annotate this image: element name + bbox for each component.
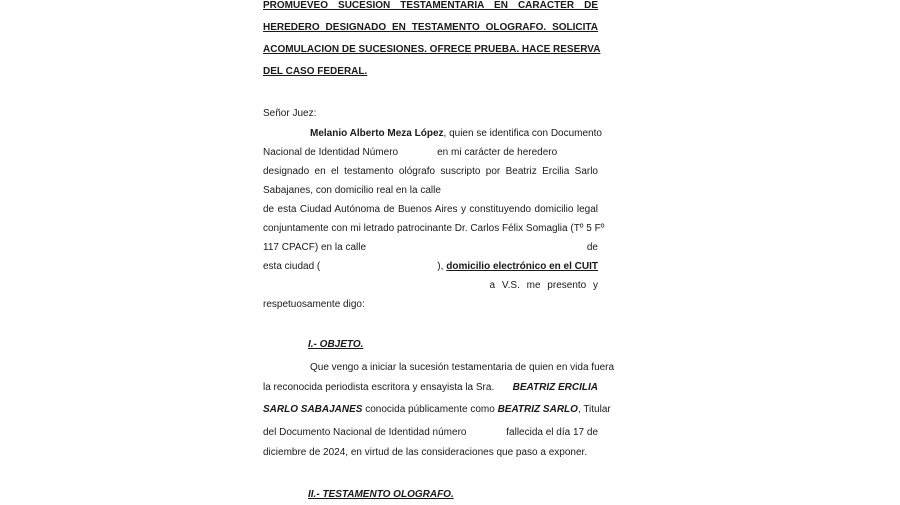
intro-line-8b: ),	[437, 261, 444, 272]
electronic-domicile: domicilio electrónico en el CUIT	[446, 261, 598, 272]
intro-line-9: a V.S. me presento y	[489, 280, 598, 291]
intro-line-10: respetuosamente digo:	[263, 299, 365, 310]
intro-line-2a: Nacional de Identidad Número	[263, 147, 399, 158]
public-name: BEATRIZ SARLO	[497, 404, 578, 415]
intro-line-2b: en mi carácter de heredero	[437, 147, 558, 158]
intro-line-1-rest: , quien se identifica con Documento	[443, 128, 602, 139]
intro-line-4: Sabajanes, con domicilio real en la calle	[263, 185, 441, 196]
section-1-line-4b: fallecida el día 17 de	[506, 427, 598, 438]
section-2-heading: II.- TESTAMENTO OLOGRAFO.	[308, 489, 454, 500]
intro-line-5: de esta Ciudad Autónoma de Buenos Aires y constituyendo domicilio legal	[263, 204, 598, 215]
section-1-line-1: Que vengo a iniciar la sucesión testamentaria de quien en vida fuera	[310, 362, 615, 373]
section-1-line-4	[263, 427, 598, 439]
section-1-line-3	[263, 404, 611, 416]
deceased-name-part-1: BEATRIZ ERCILIA	[512, 382, 598, 393]
intro-line-8a: esta ciudad (	[263, 261, 321, 272]
section-1-line-5: diciembre de 2024, en virtud de las consideraciones que paso a exponer.	[263, 447, 588, 458]
title-line-2: HEREDERO DESIGNADO EN TESTAMENTO OLOGRAFO. SOLICITA	[263, 22, 598, 33]
intro-line-6: conjuntamente con mi letrado patrocinante Dr. Carlos Félix Somaglia (Tº 5 Fº	[263, 223, 605, 234]
section-1-line-3b: conocida públicamente como	[365, 404, 495, 415]
intro-line-7	[263, 242, 598, 254]
title-line-1: PROMUEVEO SUCESION TESTAMENTARIA EN CARÁCTER DE	[263, 0, 598, 11]
intro-line-7b: de	[586, 242, 598, 253]
intro-line-7a: 117 CPACF) en la calle	[263, 242, 367, 253]
title-line-4: DEL CASO FEDERAL.	[263, 66, 368, 77]
petitioner-name: Melanio Alberto Meza López	[310, 128, 444, 139]
greeting: Señor Juez:	[263, 108, 317, 119]
section-1-line-4a: del Documento Nacional de Identidad número	[263, 427, 467, 438]
deceased-name-part-2: SARLO SABAJANES	[263, 404, 363, 415]
intro-line-1	[263, 128, 602, 140]
section-1-line-2	[263, 382, 598, 394]
section-1-line-3d: , Titular	[577, 404, 611, 415]
section-1-line-2a: la reconocida periodista escritora y ensayista la Sra.	[263, 382, 495, 393]
section-1-heading: I.- OBJETO.	[308, 339, 364, 350]
intro-line-3: designado en el testamento ológrafo suscripto por Beatriz Ercilia Sarlo	[263, 166, 598, 177]
intro-line-2	[263, 147, 598, 159]
intro-line-8	[263, 261, 598, 273]
title-line-3: ACOMULACION DE SUCESIONES. OFRECE PRUEBA. HACE RESERVA	[263, 44, 601, 55]
